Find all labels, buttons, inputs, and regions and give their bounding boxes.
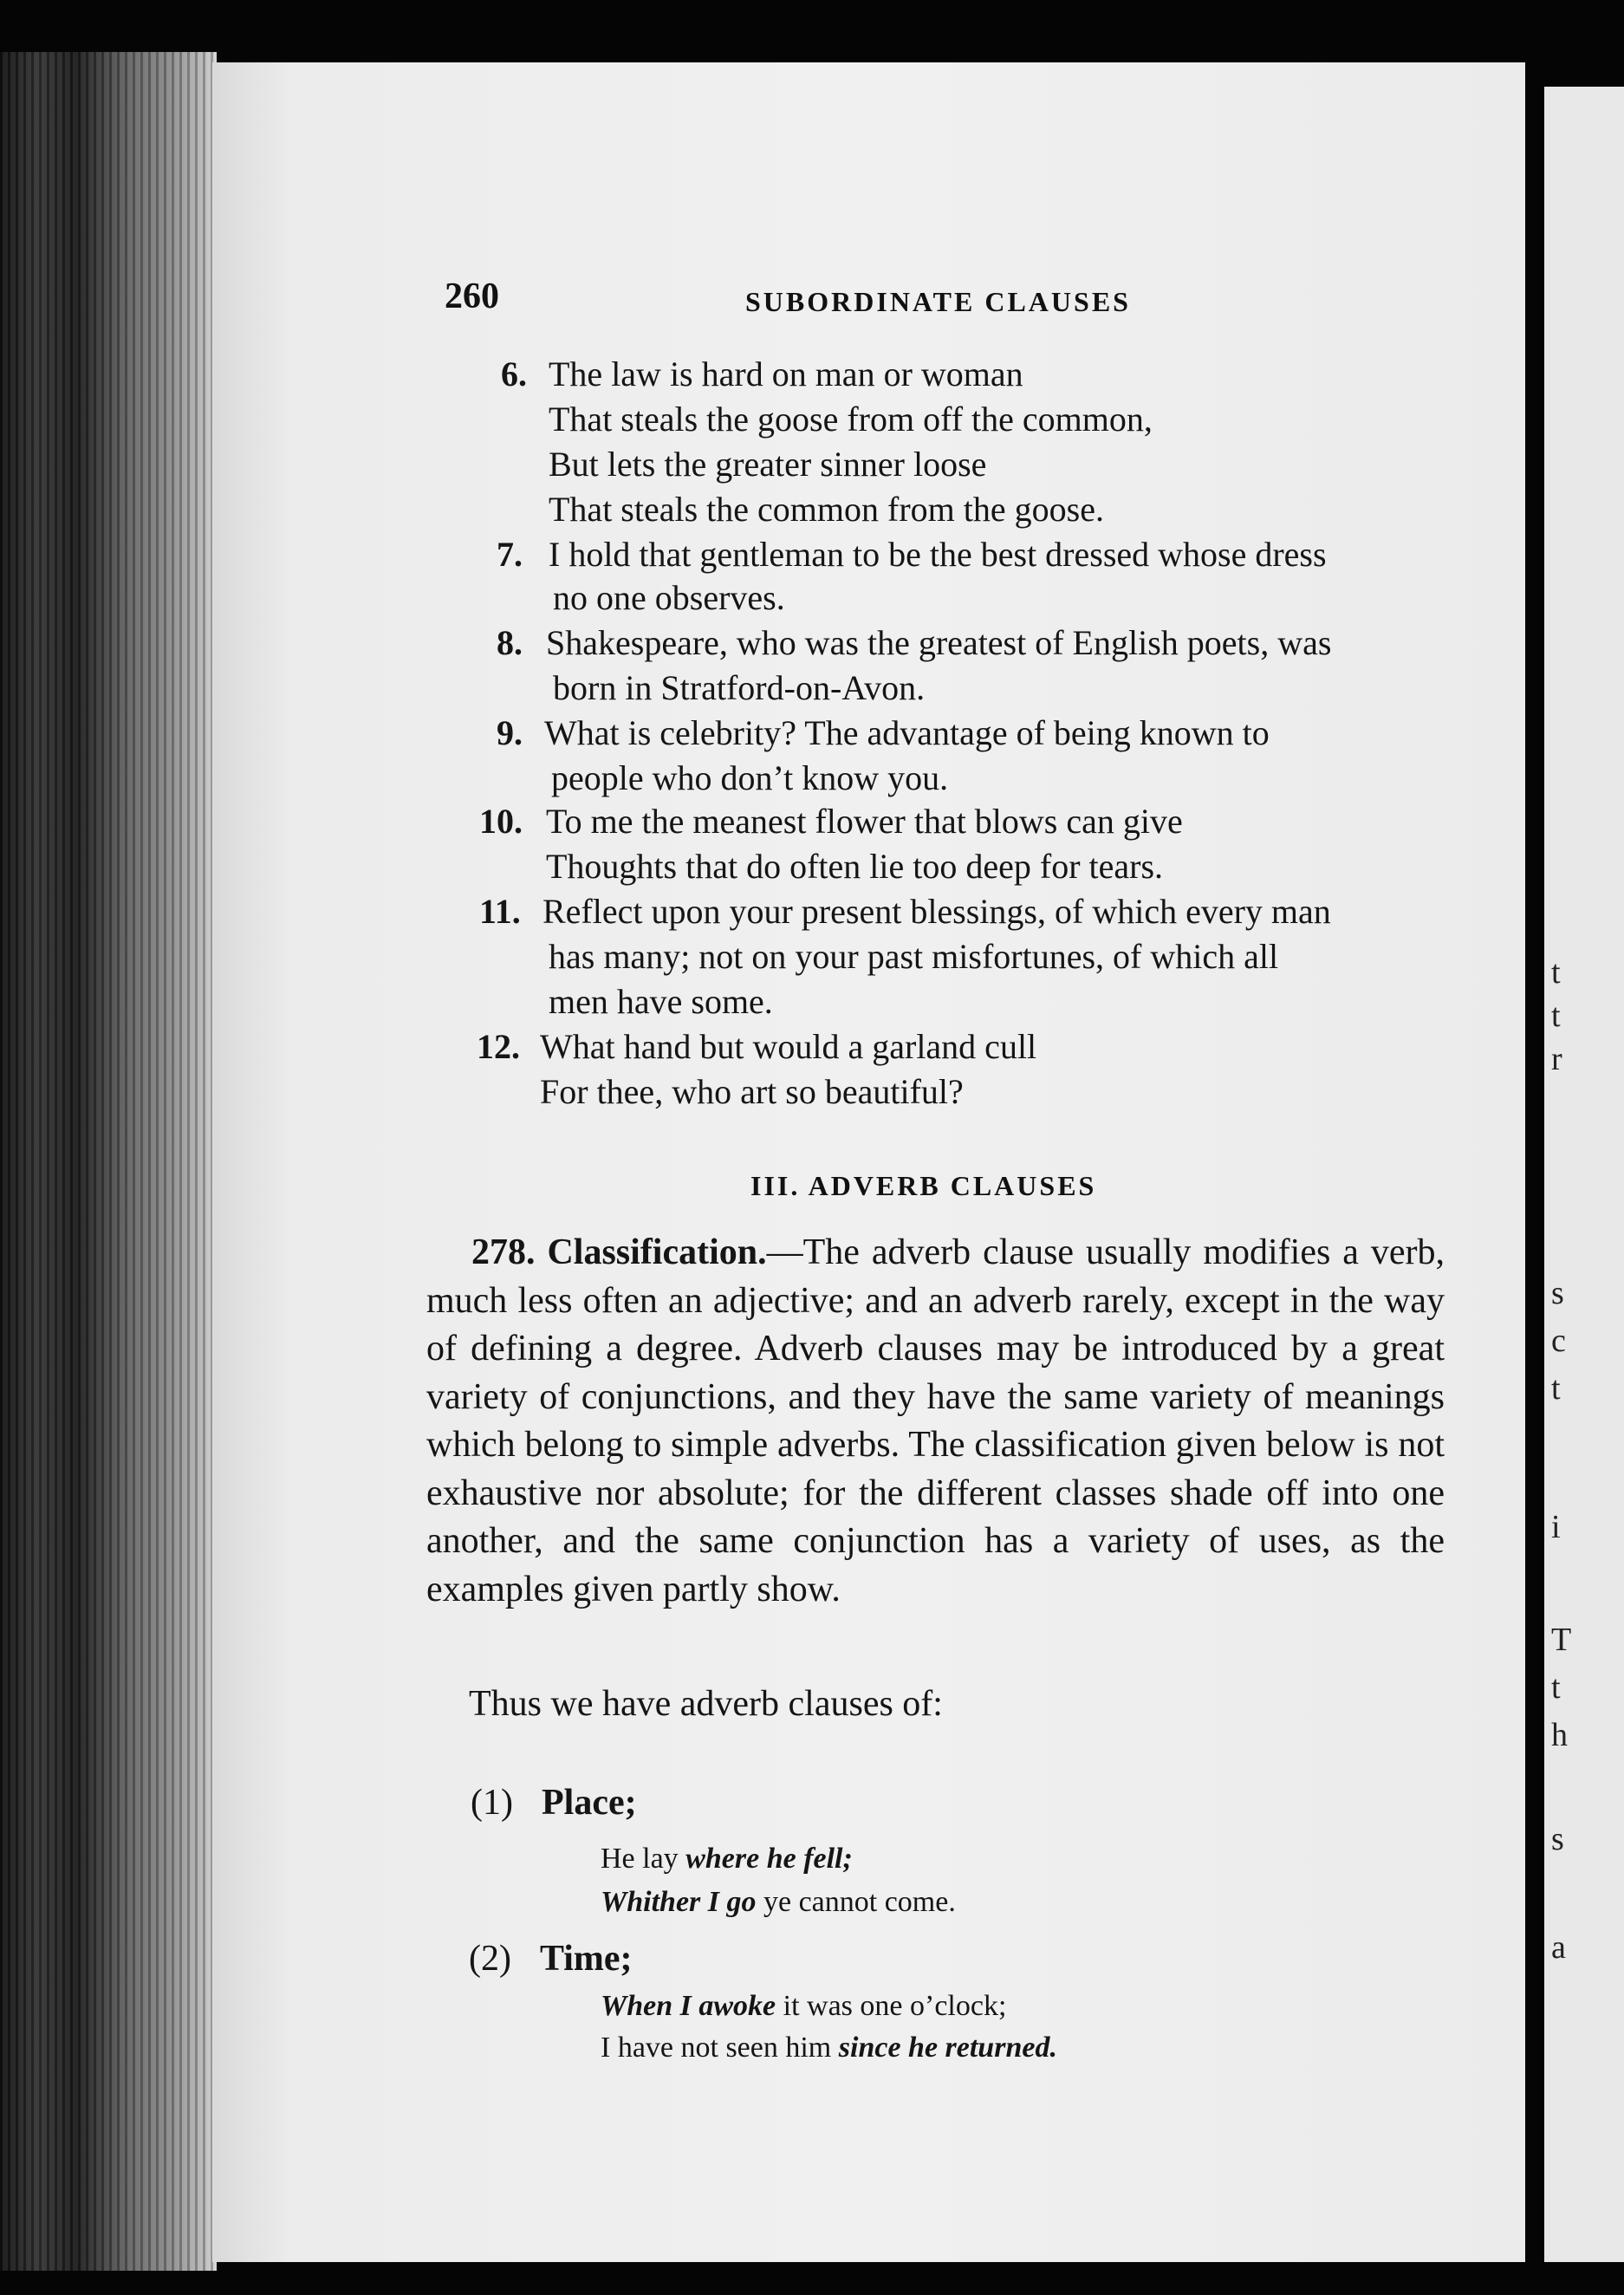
facing-page-letter: T xyxy=(1551,1622,1572,1658)
facing-page-letter: i xyxy=(1551,1509,1561,1545)
section-heading: III. ADVERB CLAUSES xyxy=(750,1170,1097,1201)
exercise-line: I hold that gentleman to be the best dressed whose dress xyxy=(549,535,1327,574)
exercise-line: Thoughts that do often lie too deep for tears. xyxy=(546,847,1164,886)
facing-page-letter: r xyxy=(1551,1041,1562,1077)
example-line xyxy=(601,1990,1006,2023)
exercise-line: born in Stratford-on-Avon. xyxy=(553,668,926,707)
example-line xyxy=(601,2032,1057,2064)
exercise-line: has many; not on your past misfortunes, of which all xyxy=(549,937,1279,976)
facing-page-letter: s xyxy=(1551,1821,1564,1857)
class-label: (1) xyxy=(471,1783,513,1823)
exercise-line: men have some. xyxy=(549,982,773,1021)
facing-page-letter: c xyxy=(1551,1323,1566,1359)
example-plain: I have not seen him xyxy=(601,2032,839,2064)
facing-page-letter: t xyxy=(1551,1370,1561,1407)
page-number: 260 xyxy=(445,276,499,316)
example-italic: where he fell; xyxy=(685,1843,853,1875)
exercise-line: Reflect upon your present blessings, of which every man xyxy=(542,892,1331,931)
exercise-line: But lets the greater sinner loose xyxy=(549,445,987,484)
exercise-line: no one observes. xyxy=(553,578,785,617)
class-label: (2) xyxy=(469,1939,511,1979)
facing-page-letter: s xyxy=(1551,1275,1564,1311)
exercise-line: The law is hard on man or woman xyxy=(549,354,1023,393)
running-title: SUBORDINATE CLAUSES xyxy=(745,286,1131,317)
facing-page-letter: h xyxy=(1551,1717,1568,1753)
exercise-line: What is celebrity? The advantage of being known to xyxy=(544,713,1270,752)
facing-page-letter: t xyxy=(1551,954,1561,991)
facing-page-edge xyxy=(1544,87,1624,2262)
exercise-line: Shakespeare, who was the greatest of English poets, was xyxy=(546,623,1332,662)
exercise-line: That steals the goose from off the common, xyxy=(549,400,1153,439)
facing-page-letter: t xyxy=(1551,1669,1561,1706)
exercise-number: 6. xyxy=(501,354,527,393)
exercise-line: people who don’t know you. xyxy=(551,758,949,797)
exercise-number: 9. xyxy=(497,713,523,752)
lead-in-text: Thus we have adverb clauses of: xyxy=(469,1684,943,1724)
example-italic: When I awoke xyxy=(601,1990,776,2022)
facing-page-letter: a xyxy=(1551,1929,1566,1966)
exercise-line: That steals the common from the goose. xyxy=(549,490,1104,529)
example-plain: He lay xyxy=(601,1843,686,1875)
exercise-line: To me the meanest flower that blows can give xyxy=(546,802,1183,841)
classification-paragraph xyxy=(426,1229,1445,1614)
example-plain: ye cannot come. xyxy=(756,1886,956,1918)
exercise-number: 12. xyxy=(477,1027,520,1066)
exercise-line: For thee, who art so beautiful? xyxy=(540,1072,964,1111)
example-italic: since he returned. xyxy=(838,2032,1057,2064)
binding-shadow xyxy=(0,52,217,2271)
exercise-line: What hand but would a garland cull xyxy=(540,1027,1037,1066)
paragraph-body: —The adverb clause usually modifies a verb, much less often an adjective; and an adverb rarely, except in the way of defining a degree. Adverb clauses may be introduced by a great variety of conjunctions, and they have the same variety of meanings which belong to simple adverbs. The classification given below is not exhaustive nor absolute; for the different classes shade off into one another, and the same conjunction has a variety of uses, as the examples given partly show. xyxy=(426,1232,1445,1609)
class-name: Time; xyxy=(540,1939,633,1979)
exercise-number: 10. xyxy=(479,802,523,841)
exercise-number: 11. xyxy=(479,892,521,931)
exercise-number: 8. xyxy=(497,623,523,662)
facing-page-letter: t xyxy=(1551,998,1561,1034)
class-name: Place; xyxy=(542,1783,637,1823)
example-line xyxy=(601,1886,956,1919)
exercise-number: 7. xyxy=(497,535,523,574)
paragraph-heading: 278. Classification. xyxy=(471,1232,767,1272)
example-line xyxy=(601,1843,853,1876)
example-italic: Whither I go xyxy=(601,1886,757,1918)
example-plain: it was one o’clock; xyxy=(776,1990,1007,2022)
